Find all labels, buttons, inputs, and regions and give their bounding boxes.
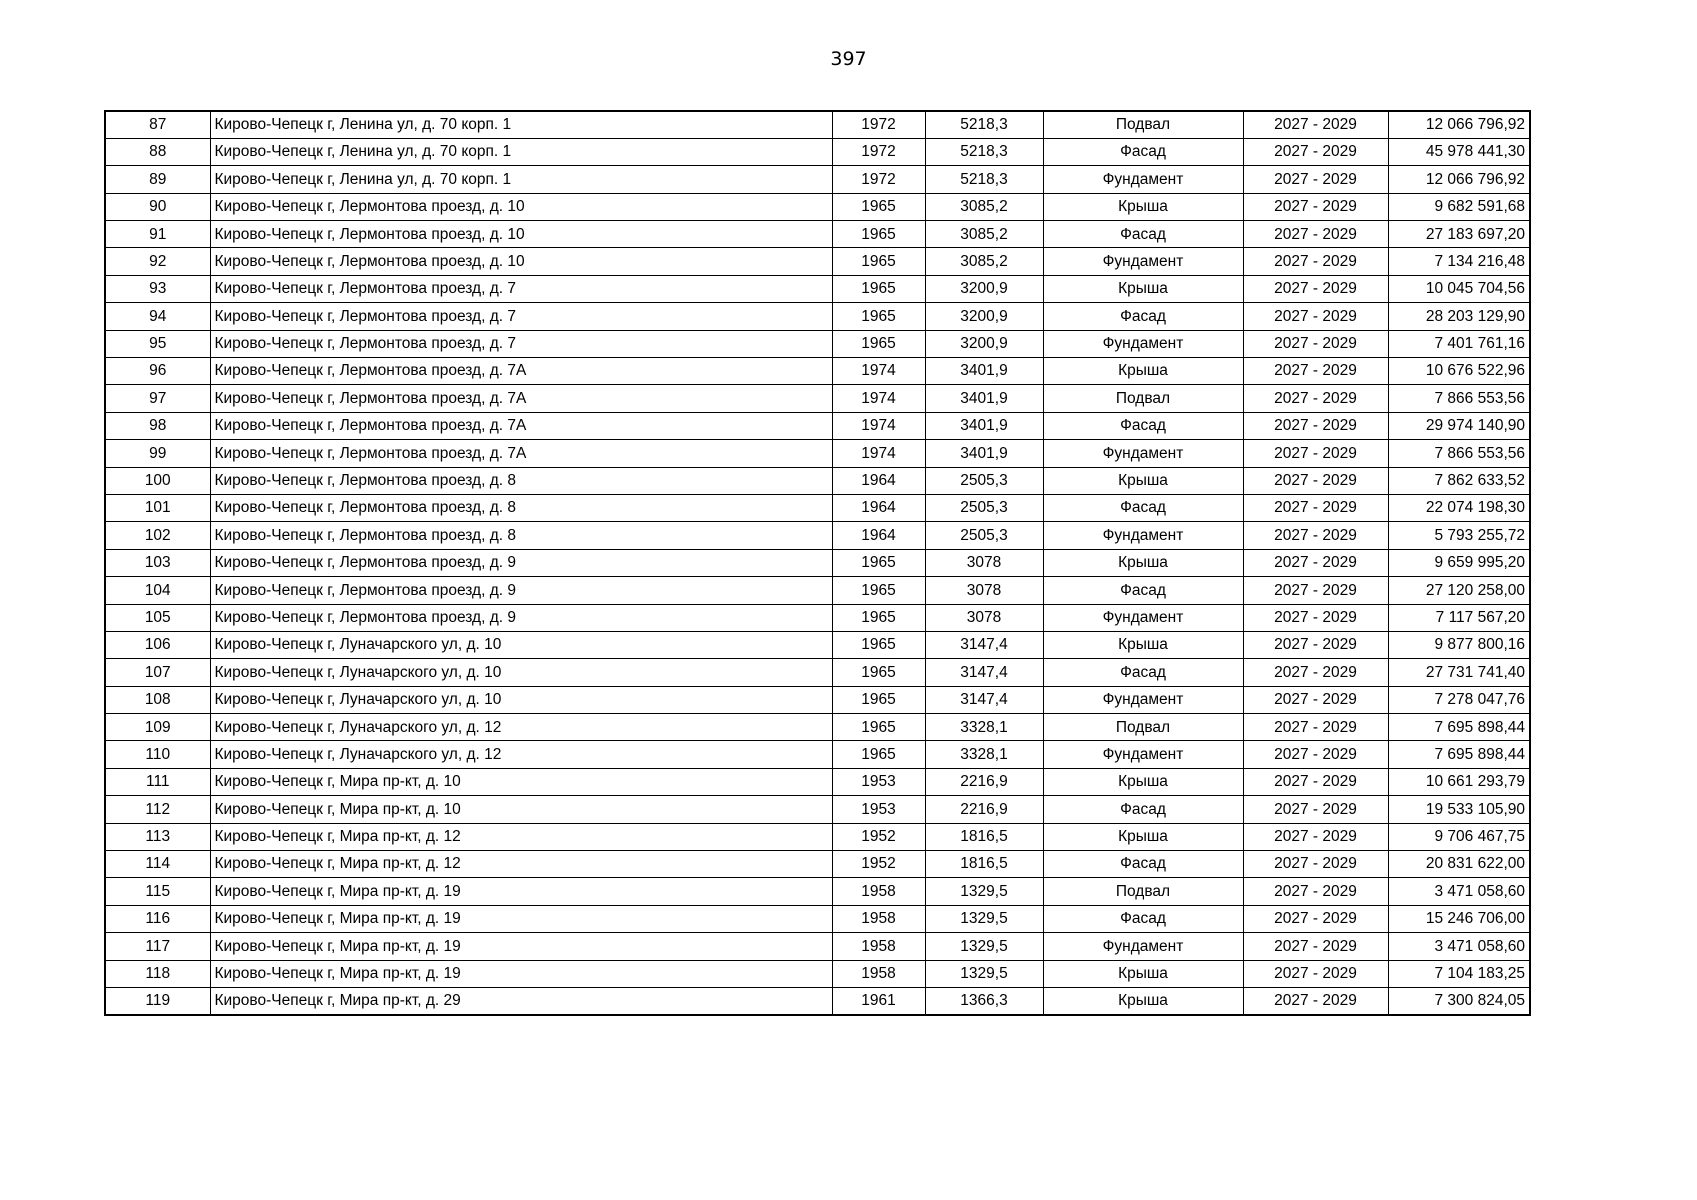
row-number-cell: 114 xyxy=(105,851,210,878)
cost-cell: 10 676 522,96 xyxy=(1388,358,1530,385)
period-cell: 2027 - 2029 xyxy=(1243,768,1388,795)
year-cell: 1958 xyxy=(832,905,925,932)
year-cell: 1965 xyxy=(832,604,925,631)
cost-cell: 27 120 258,00 xyxy=(1388,577,1530,604)
row-number-cell: 107 xyxy=(105,659,210,686)
address-cell: Кирово-Чепецк г, Лермонтова проезд, д. 10 xyxy=(210,248,832,275)
area-cell: 5218,3 xyxy=(925,166,1043,193)
year-cell: 1965 xyxy=(832,221,925,248)
area-cell: 3328,1 xyxy=(925,741,1043,768)
table-row xyxy=(105,549,1530,576)
work-type-cell: Фасад xyxy=(1043,494,1243,521)
year-cell: 1965 xyxy=(832,193,925,220)
area-cell: 3200,9 xyxy=(925,330,1043,357)
work-type-cell: Крыша xyxy=(1043,823,1243,850)
work-type-cell: Крыша xyxy=(1043,549,1243,576)
row-number-cell: 110 xyxy=(105,741,210,768)
year-cell: 1964 xyxy=(832,467,925,494)
table-row xyxy=(105,221,1530,248)
year-cell: 1958 xyxy=(832,960,925,987)
address-cell: Кирово-Чепецк г, Лермонтова проезд, д. 10 xyxy=(210,221,832,248)
address-cell: Кирово-Чепецк г, Лермонтова проезд, д. 7 xyxy=(210,330,832,357)
period-cell: 2027 - 2029 xyxy=(1243,659,1388,686)
area-cell: 2505,3 xyxy=(925,522,1043,549)
table-row xyxy=(105,960,1530,987)
cost-cell: 45 978 441,30 xyxy=(1388,138,1530,165)
year-cell: 1965 xyxy=(832,659,925,686)
table-row xyxy=(105,440,1530,467)
cost-cell: 3 471 058,60 xyxy=(1388,933,1530,960)
work-type-cell: Фасад xyxy=(1043,659,1243,686)
table-row xyxy=(105,385,1530,412)
work-type-cell: Фасад xyxy=(1043,221,1243,248)
area-cell: 3200,9 xyxy=(925,275,1043,302)
year-cell: 1965 xyxy=(832,686,925,713)
work-type-cell: Фундамент xyxy=(1043,522,1243,549)
row-number-cell: 97 xyxy=(105,385,210,412)
area-cell: 1816,5 xyxy=(925,823,1043,850)
table-row xyxy=(105,330,1530,357)
area-cell: 2505,3 xyxy=(925,494,1043,521)
period-cell: 2027 - 2029 xyxy=(1243,385,1388,412)
work-type-cell: Фасад xyxy=(1043,138,1243,165)
row-number-cell: 111 xyxy=(105,768,210,795)
row-number-cell: 106 xyxy=(105,631,210,658)
period-cell: 2027 - 2029 xyxy=(1243,851,1388,878)
address-cell: Кирово-Чепецк г, Мира пр-кт, д. 12 xyxy=(210,823,832,850)
row-number-cell: 113 xyxy=(105,823,210,850)
address-cell: Кирово-Чепецк г, Мира пр-кт, д. 19 xyxy=(210,960,832,987)
period-cell: 2027 - 2029 xyxy=(1243,330,1388,357)
cost-cell: 10 661 293,79 xyxy=(1388,768,1530,795)
row-number-cell: 119 xyxy=(105,988,210,1015)
row-number-cell: 117 xyxy=(105,933,210,960)
row-number-cell: 93 xyxy=(105,275,210,302)
year-cell: 1965 xyxy=(832,577,925,604)
address-cell: Кирово-Чепецк г, Луначарского ул, д. 12 xyxy=(210,741,832,768)
row-number-cell: 98 xyxy=(105,412,210,439)
table-row xyxy=(105,577,1530,604)
cost-cell: 20 831 622,00 xyxy=(1388,851,1530,878)
table-row xyxy=(105,659,1530,686)
page-number: 397 xyxy=(830,48,867,70)
cost-cell: 7 866 553,56 xyxy=(1388,385,1530,412)
year-cell: 1974 xyxy=(832,358,925,385)
cost-cell: 5 793 255,72 xyxy=(1388,522,1530,549)
area-cell: 2505,3 xyxy=(925,467,1043,494)
period-cell: 2027 - 2029 xyxy=(1243,960,1388,987)
year-cell: 1974 xyxy=(832,412,925,439)
work-type-cell: Фундамент xyxy=(1043,330,1243,357)
period-cell: 2027 - 2029 xyxy=(1243,823,1388,850)
address-cell: Кирово-Чепецк г, Лермонтова проезд, д. 10 xyxy=(210,193,832,220)
period-cell: 2027 - 2029 xyxy=(1243,358,1388,385)
area-cell: 1329,5 xyxy=(925,905,1043,932)
table-row xyxy=(105,467,1530,494)
period-cell: 2027 - 2029 xyxy=(1243,193,1388,220)
area-cell: 5218,3 xyxy=(925,111,1043,138)
year-cell: 1972 xyxy=(832,166,925,193)
period-cell: 2027 - 2029 xyxy=(1243,604,1388,631)
period-cell: 2027 - 2029 xyxy=(1243,522,1388,549)
year-cell: 1961 xyxy=(832,988,925,1015)
period-cell: 2027 - 2029 xyxy=(1243,166,1388,193)
row-number-cell: 94 xyxy=(105,303,210,330)
year-cell: 1953 xyxy=(832,796,925,823)
work-type-cell: Крыша xyxy=(1043,960,1243,987)
row-number-cell: 109 xyxy=(105,714,210,741)
period-cell: 2027 - 2029 xyxy=(1243,467,1388,494)
row-number-cell: 99 xyxy=(105,440,210,467)
row-number-cell: 103 xyxy=(105,549,210,576)
period-cell: 2027 - 2029 xyxy=(1243,796,1388,823)
table-row xyxy=(105,111,1530,138)
row-number-cell: 90 xyxy=(105,193,210,220)
work-type-cell: Крыша xyxy=(1043,193,1243,220)
row-number-cell: 96 xyxy=(105,358,210,385)
area-cell: 3328,1 xyxy=(925,714,1043,741)
area-cell: 1329,5 xyxy=(925,933,1043,960)
year-cell: 1958 xyxy=(832,878,925,905)
table-row xyxy=(105,193,1530,220)
address-cell: Кирово-Чепецк г, Ленина ул, д. 70 корп. 1 xyxy=(210,111,832,138)
work-type-cell: Фасад xyxy=(1043,851,1243,878)
area-cell: 2216,9 xyxy=(925,796,1043,823)
year-cell: 1965 xyxy=(832,741,925,768)
period-cell: 2027 - 2029 xyxy=(1243,905,1388,932)
table-row xyxy=(105,878,1530,905)
address-cell: Кирово-Чепецк г, Лермонтова проезд, д. 7 xyxy=(210,303,832,330)
period-cell: 2027 - 2029 xyxy=(1243,440,1388,467)
area-cell: 3147,4 xyxy=(925,659,1043,686)
year-cell: 1964 xyxy=(832,522,925,549)
work-type-cell: Крыша xyxy=(1043,358,1243,385)
table-row xyxy=(105,905,1530,932)
period-cell: 2027 - 2029 xyxy=(1243,303,1388,330)
cost-cell: 7 117 567,20 xyxy=(1388,604,1530,631)
period-cell: 2027 - 2029 xyxy=(1243,138,1388,165)
period-cell: 2027 - 2029 xyxy=(1243,933,1388,960)
area-cell: 1366,3 xyxy=(925,988,1043,1015)
area-cell: 3085,2 xyxy=(925,248,1043,275)
address-cell: Кирово-Чепецк г, Лермонтова проезд, д. 7А xyxy=(210,440,832,467)
address-cell: Кирово-Чепецк г, Мира пр-кт, д. 10 xyxy=(210,796,832,823)
area-cell: 3401,9 xyxy=(925,440,1043,467)
cost-cell: 7 695 898,44 xyxy=(1388,714,1530,741)
table-row xyxy=(105,741,1530,768)
cost-cell: 28 203 129,90 xyxy=(1388,303,1530,330)
year-cell: 1965 xyxy=(832,275,925,302)
work-type-cell: Крыша xyxy=(1043,275,1243,302)
row-number-cell: 101 xyxy=(105,494,210,521)
year-cell: 1965 xyxy=(832,303,925,330)
year-cell: 1965 xyxy=(832,248,925,275)
table-row xyxy=(105,412,1530,439)
address-cell: Кирово-Чепецк г, Лермонтова проезд, д. 9 xyxy=(210,549,832,576)
address-cell: Кирово-Чепецк г, Мира пр-кт, д. 12 xyxy=(210,851,832,878)
row-number-cell: 104 xyxy=(105,577,210,604)
area-cell: 5218,3 xyxy=(925,138,1043,165)
address-cell: Кирово-Чепецк г, Лермонтова проезд, д. 7А xyxy=(210,385,832,412)
cost-cell: 7 401 761,16 xyxy=(1388,330,1530,357)
cost-cell: 7 278 047,76 xyxy=(1388,686,1530,713)
cost-cell: 7 300 824,05 xyxy=(1388,988,1530,1015)
period-cell: 2027 - 2029 xyxy=(1243,741,1388,768)
cost-cell: 22 074 198,30 xyxy=(1388,494,1530,521)
cost-cell: 10 045 704,56 xyxy=(1388,275,1530,302)
row-number-cell: 91 xyxy=(105,221,210,248)
area-cell: 1329,5 xyxy=(925,878,1043,905)
address-cell: Кирово-Чепецк г, Ленина ул, д. 70 корп. 1 xyxy=(210,166,832,193)
area-cell: 3078 xyxy=(925,549,1043,576)
work-type-cell: Фасад xyxy=(1043,796,1243,823)
work-type-cell: Фасад xyxy=(1043,303,1243,330)
area-cell: 3147,4 xyxy=(925,686,1043,713)
cost-cell: 9 659 995,20 xyxy=(1388,549,1530,576)
work-type-cell: Подвал xyxy=(1043,714,1243,741)
area-cell: 3085,2 xyxy=(925,221,1043,248)
year-cell: 1965 xyxy=(832,631,925,658)
year-cell: 1965 xyxy=(832,714,925,741)
year-cell: 1958 xyxy=(832,933,925,960)
period-cell: 2027 - 2029 xyxy=(1243,494,1388,521)
row-number-cell: 89 xyxy=(105,166,210,193)
work-type-cell: Подвал xyxy=(1043,878,1243,905)
table-row xyxy=(105,166,1530,193)
area-cell: 3401,9 xyxy=(925,385,1043,412)
address-cell: Кирово-Чепецк г, Лермонтова проезд, д. 7 xyxy=(210,275,832,302)
period-cell: 2027 - 2029 xyxy=(1243,878,1388,905)
work-type-cell: Крыша xyxy=(1043,631,1243,658)
table-row xyxy=(105,494,1530,521)
address-cell: Кирово-Чепецк г, Лермонтова проезд, д. 7А xyxy=(210,358,832,385)
row-number-cell: 116 xyxy=(105,905,210,932)
row-number-cell: 92 xyxy=(105,248,210,275)
year-cell: 1965 xyxy=(832,330,925,357)
address-cell: Кирово-Чепецк г, Мира пр-кт, д. 19 xyxy=(210,933,832,960)
area-cell: 3085,2 xyxy=(925,193,1043,220)
row-number-cell: 115 xyxy=(105,878,210,905)
work-type-cell: Фасад xyxy=(1043,577,1243,604)
address-cell: Кирово-Чепецк г, Ленина ул, д. 70 корп. 1 xyxy=(210,138,832,165)
cost-cell: 9 877 800,16 xyxy=(1388,631,1530,658)
area-cell: 3147,4 xyxy=(925,631,1043,658)
table-row xyxy=(105,768,1530,795)
table-row xyxy=(105,631,1530,658)
period-cell: 2027 - 2029 xyxy=(1243,412,1388,439)
address-cell: Кирово-Чепецк г, Лермонтова проезд, д. 8 xyxy=(210,494,832,521)
cost-cell: 7 104 183,25 xyxy=(1388,960,1530,987)
period-cell: 2027 - 2029 xyxy=(1243,988,1388,1015)
table-row xyxy=(105,988,1530,1015)
work-type-cell: Подвал xyxy=(1043,385,1243,412)
area-cell: 2216,9 xyxy=(925,768,1043,795)
address-cell: Кирово-Чепецк г, Мира пр-кт, д. 19 xyxy=(210,905,832,932)
address-cell: Кирово-Чепецк г, Лермонтова проезд, д. 9 xyxy=(210,577,832,604)
period-cell: 2027 - 2029 xyxy=(1243,275,1388,302)
cost-cell: 7 695 898,44 xyxy=(1388,741,1530,768)
table-row xyxy=(105,522,1530,549)
work-type-cell: Фасад xyxy=(1043,905,1243,932)
work-type-cell: Фундамент xyxy=(1043,166,1243,193)
table-body xyxy=(105,111,1530,1015)
address-cell: Кирово-Чепецк г, Луначарского ул, д. 10 xyxy=(210,631,832,658)
table-row xyxy=(105,933,1530,960)
area-cell: 3200,9 xyxy=(925,303,1043,330)
period-cell: 2027 - 2029 xyxy=(1243,248,1388,275)
table-row xyxy=(105,851,1530,878)
address-cell: Кирово-Чепецк г, Лермонтова проезд, д. 9 xyxy=(210,604,832,631)
year-cell: 1952 xyxy=(832,823,925,850)
area-cell: 3078 xyxy=(925,604,1043,631)
cost-cell: 19 533 105,90 xyxy=(1388,796,1530,823)
period-cell: 2027 - 2029 xyxy=(1243,714,1388,741)
cost-cell: 12 066 796,92 xyxy=(1388,166,1530,193)
table-row xyxy=(105,138,1530,165)
address-cell: Кирово-Чепецк г, Луначарского ул, д. 10 xyxy=(210,686,832,713)
table-row xyxy=(105,303,1530,330)
work-type-cell: Фундамент xyxy=(1043,933,1243,960)
table-row xyxy=(105,358,1530,385)
area-cell: 1816,5 xyxy=(925,851,1043,878)
work-type-cell: Фундамент xyxy=(1043,248,1243,275)
period-cell: 2027 - 2029 xyxy=(1243,111,1388,138)
period-cell: 2027 - 2029 xyxy=(1243,631,1388,658)
work-type-cell: Крыша xyxy=(1043,988,1243,1015)
table-row xyxy=(105,714,1530,741)
table-row xyxy=(105,796,1530,823)
row-number-cell: 100 xyxy=(105,467,210,494)
cost-cell: 3 471 058,60 xyxy=(1388,878,1530,905)
period-cell: 2027 - 2029 xyxy=(1243,577,1388,604)
year-cell: 1972 xyxy=(832,111,925,138)
year-cell: 1953 xyxy=(832,768,925,795)
area-cell: 3401,9 xyxy=(925,412,1043,439)
work-type-cell: Фундамент xyxy=(1043,604,1243,631)
address-cell: Кирово-Чепецк г, Луначарского ул, д. 12 xyxy=(210,714,832,741)
address-cell: Кирово-Чепецк г, Луначарского ул, д. 10 xyxy=(210,659,832,686)
address-cell: Кирово-Чепецк г, Мира пр-кт, д. 19 xyxy=(210,878,832,905)
year-cell: 1965 xyxy=(832,549,925,576)
area-cell: 3401,9 xyxy=(925,358,1043,385)
year-cell: 1952 xyxy=(832,851,925,878)
row-number-cell: 112 xyxy=(105,796,210,823)
cost-cell: 7 866 553,56 xyxy=(1388,440,1530,467)
year-cell: 1974 xyxy=(832,385,925,412)
table-row xyxy=(105,604,1530,631)
period-cell: 2027 - 2029 xyxy=(1243,221,1388,248)
cost-cell: 9 682 591,68 xyxy=(1388,193,1530,220)
work-type-cell: Фасад xyxy=(1043,412,1243,439)
cost-cell: 7 134 216,48 xyxy=(1388,248,1530,275)
work-type-cell: Крыша xyxy=(1043,768,1243,795)
table-row xyxy=(105,823,1530,850)
period-cell: 2027 - 2029 xyxy=(1243,686,1388,713)
cost-cell: 7 862 633,52 xyxy=(1388,467,1530,494)
period-cell: 2027 - 2029 xyxy=(1243,549,1388,576)
row-number-cell: 108 xyxy=(105,686,210,713)
row-number-cell: 118 xyxy=(105,960,210,987)
address-cell: Кирово-Чепецк г, Лермонтова проезд, д. 7А xyxy=(210,412,832,439)
cost-cell: 27 183 697,20 xyxy=(1388,221,1530,248)
row-number-cell: 105 xyxy=(105,604,210,631)
table-row xyxy=(105,275,1530,302)
cost-cell: 27 731 741,40 xyxy=(1388,659,1530,686)
work-type-cell: Крыша xyxy=(1043,467,1243,494)
year-cell: 1974 xyxy=(832,440,925,467)
row-number-cell: 88 xyxy=(105,138,210,165)
repair-schedule-table xyxy=(104,110,1531,1016)
cost-cell: 29 974 140,90 xyxy=(1388,412,1530,439)
cost-cell: 12 066 796,92 xyxy=(1388,111,1530,138)
address-cell: Кирово-Чепецк г, Лермонтова проезд, д. 8 xyxy=(210,467,832,494)
cost-cell: 9 706 467,75 xyxy=(1388,823,1530,850)
year-cell: 1972 xyxy=(832,138,925,165)
row-number-cell: 87 xyxy=(105,111,210,138)
address-cell: Кирово-Чепецк г, Мира пр-кт, д. 10 xyxy=(210,768,832,795)
address-cell: Кирово-Чепецк г, Лермонтова проезд, д. 8 xyxy=(210,522,832,549)
row-number-cell: 102 xyxy=(105,522,210,549)
work-type-cell: Подвал xyxy=(1043,111,1243,138)
area-cell: 3078 xyxy=(925,577,1043,604)
work-type-cell: Фундамент xyxy=(1043,741,1243,768)
year-cell: 1964 xyxy=(832,494,925,521)
work-type-cell: Фундамент xyxy=(1043,440,1243,467)
area-cell: 1329,5 xyxy=(925,960,1043,987)
cost-cell: 15 246 706,00 xyxy=(1388,905,1530,932)
address-cell: Кирово-Чепецк г, Мира пр-кт, д. 29 xyxy=(210,988,832,1015)
work-type-cell: Фундамент xyxy=(1043,686,1243,713)
table-row xyxy=(105,686,1530,713)
row-number-cell: 95 xyxy=(105,330,210,357)
table-row xyxy=(105,248,1530,275)
